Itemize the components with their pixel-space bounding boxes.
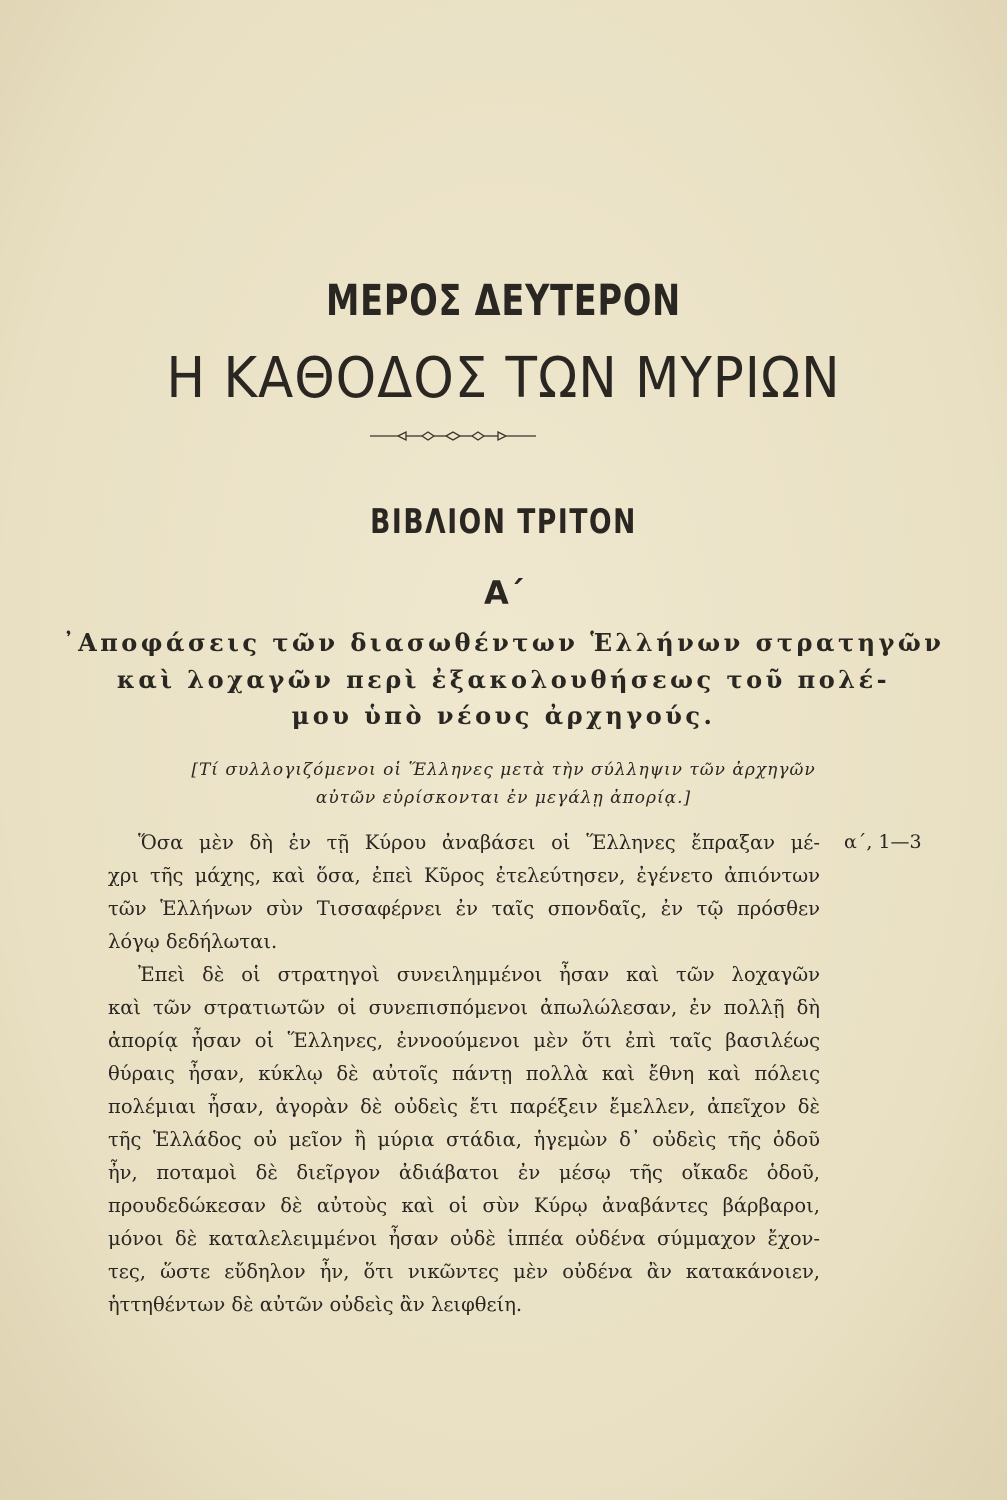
body-text-line: μόνοι δὲ καταλελειμμένοι ἦσαν οὐδὲ ἱππέα οὐδένα σύμμαχον ἔχον- [108,1227,820,1250]
chapter-number: Α΄ [484,574,523,612]
body-text-line: ἡττηθέντων δὲ αὐτῶν οὐδεὶς ἂν λειφθείη. [108,1293,523,1316]
body-text-line: τῶν Ἑλλήνων σὺν Τισσαφέρνει ἐν ταῖς σπονδαῖς, ἐν τῷ πρόσθεν [108,897,820,920]
body-text-line: καὶ τῶν στρατιωτῶν οἱ συνεπισπόμενοι ἀπωλώλεσαν, ἐν πολλῇ δὴ [108,996,820,1019]
body-text-line: Ὅσα μὲν δὴ ἐν τῇ Κύρου ἀναβάσει οἱ Ἕλληνες ἔπραξαν μέ- [138,831,820,854]
chapter-summary-line: αὐτῶν εὑρίσκονται ἐν μεγάλῃ ἀπορίᾳ.] [315,788,692,808]
body-text-line: Ἐπεὶ δὲ οἱ στρατηγοὶ συνειλημμένοι ἦσαν καὶ τῶν λοχαγῶν [138,963,820,986]
body-text-line: πολέμιαι ἦσαν, ἀγορὰν δὲ οὐδεὶς ἔτι παρέξειν ἔμελλεν, ἀπεῖχον δὲ [108,1095,820,1118]
main-title: Η ΚΑΘΟΔΟΣ ΤΩΝ ΜΥΡΙΩΝ [166,346,841,411]
chapter-heading-line: μου ὑπὸ νέους ἀρχηγούς. [291,701,716,730]
body-text-line: θύραις ἦσαν, κύκλῳ δὲ αὐτοῖς πάντῃ πολλὰ καὶ ἔθνη καὶ πόλεις [108,1062,820,1085]
part-title: ΜΕΡΟΣ ΔΕΥΤΕΡΟΝ [325,276,681,326]
body-text-line: χρι τῆς μάχης, καὶ ὅσα, ἐπεὶ Κῦρος ἐτελεύτησεν, ἐγένετο ἀπιόντων [108,864,820,887]
chapter-heading-line: ᾽Αποφάσεις τῶν διασωθέντων Ἑλλήνων στρατηγῶν [62,628,945,657]
body-text-line: προυδεδώκεσαν δὲ αὐτοὺς καὶ οἱ σὺν Κύρῳ ἀναβάντες βάρβαροι, [108,1194,820,1217]
body-text-line: τῆς Ἑλλάδος οὐ μεῖον ἢ μύρια στάδια, ἡγεμὼν δ᾽ οὐδεὶς τῆς ὁδοῦ [108,1128,820,1151]
body-text-line: τες, ὥστε εὔδηλον ἦν, ὅτι νικῶντες μὲν οὐδένα ἂν κατακάνοιεν, [108,1260,820,1283]
chapter-summary-line: [Τί συλλογιζόμενοι οἱ Ἕλληνες μετὰ τὴν σύλληψιν τῶν ἀρχηγῶν [191,760,816,780]
book-title: ΒΙΒΛΙΟΝ ΤΡΙΤΟΝ [370,502,637,542]
body-text-line: λόγῳ δεδήλωται. [108,930,278,953]
margin-reference: α΄, 1—3 [844,831,922,853]
body-text-line: ἦν, ποταμοὶ δὲ διεῖργον ἀδιάβατοι ἐν μέσῳ τῆς οἴκαδε ὁδοῦ, [108,1161,820,1184]
body-text-line: ἀπορίᾳ ἦσαν οἱ Ἕλληνες, ἐννοούμενοι μὲν ὅτι ἐπὶ ταῖς βασιλέως [108,1029,820,1052]
chapter-heading-line: καὶ λοχαγῶν περὶ ἐξακολουθήσεως τοῦ πολέ- [116,665,891,694]
ornament-divider-icon [370,428,536,444]
